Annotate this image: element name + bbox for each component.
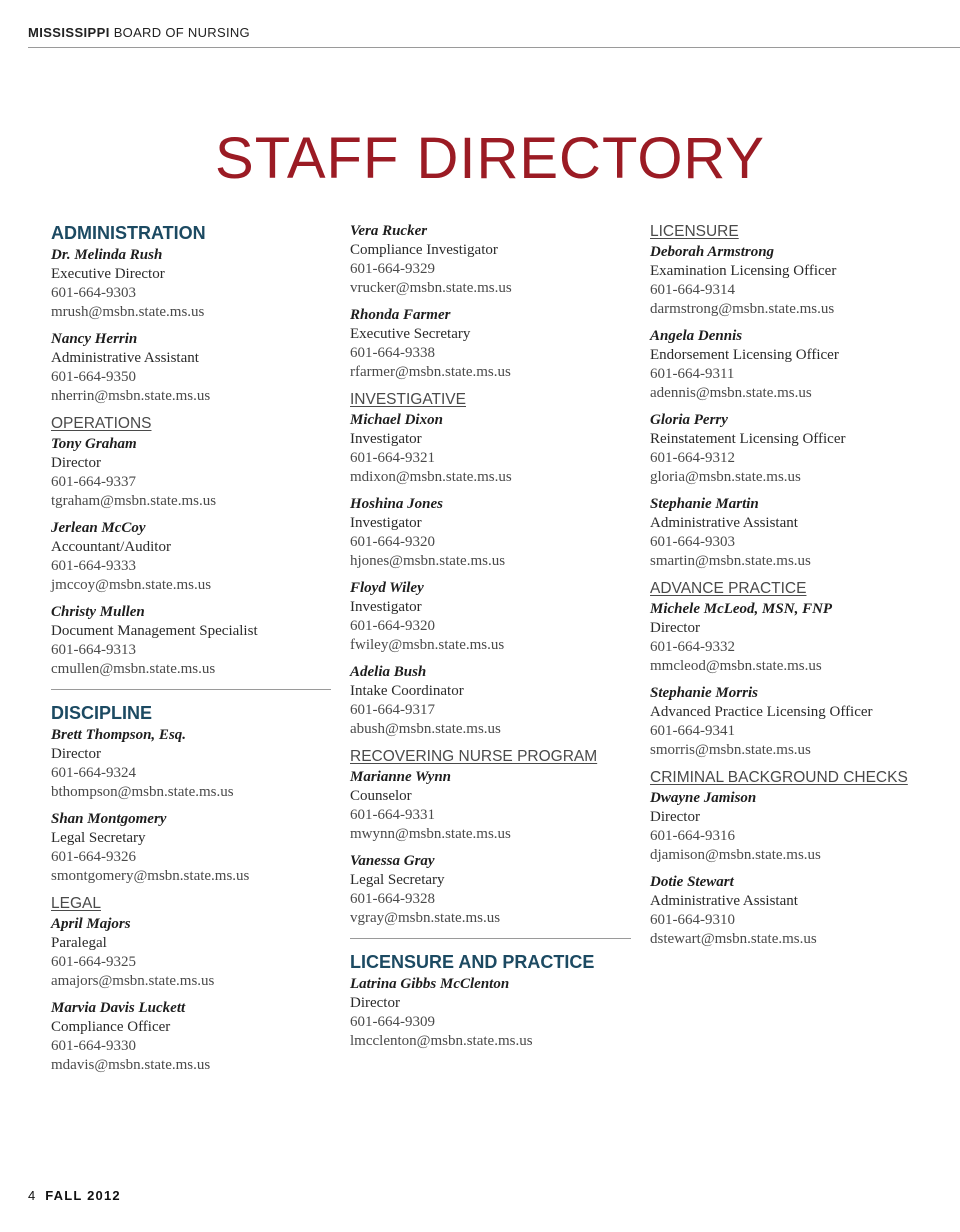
section-heading: LICENSURE AND PRACTICE (350, 952, 595, 972)
staff-phone: 601-664-9341 (650, 723, 735, 739)
staff-email[interactable]: abush@msbn.state.ms.us (350, 721, 501, 737)
staff-entry (650, 684, 940, 760)
staff-email[interactable]: mwynn@msbn.state.ms.us (350, 826, 511, 842)
staff-name: Brett Thompson, Esq. (51, 727, 187, 743)
staff-name: Michael Dixon (350, 412, 443, 428)
staff-phone: 601-664-9350 (51, 369, 136, 385)
staff-email[interactable]: smartin@msbn.state.ms.us (650, 553, 811, 569)
staff-title: Accountant/Auditor (51, 539, 171, 555)
staff-email[interactable]: mdixon@msbn.state.ms.us (350, 469, 512, 485)
staff-entry (51, 726, 331, 802)
staff-entry (51, 246, 331, 322)
staff-email[interactable]: hjones@msbn.state.ms.us (350, 553, 506, 569)
staff-phone: 601-664-9329 (350, 261, 435, 277)
staff-email[interactable]: mrush@msbn.state.ms.us (51, 304, 205, 320)
staff-phone: 601-664-9317 (350, 702, 435, 718)
staff-title: Executive Director (51, 266, 165, 282)
staff-email[interactable]: cmullen@msbn.state.ms.us (51, 661, 216, 677)
section-heading: LEGAL (51, 895, 101, 912)
staff-entry (51, 330, 331, 406)
staff-entry (350, 975, 631, 1051)
staff-email[interactable]: darmstrong@msbn.state.ms.us (650, 301, 835, 317)
staff-phone: 601-664-9309 (350, 1014, 435, 1030)
staff-phone: 601-664-9316 (650, 828, 735, 844)
staff-phone: 601-664-9310 (650, 912, 735, 928)
page-header (28, 25, 960, 48)
section-heading: CRIMINAL BACKGROUND CHECKS (650, 769, 908, 786)
staff-title: Document Management Specialist (51, 623, 258, 639)
page-number: 4 (28, 1188, 36, 1203)
staff-phone: 601-664-9303 (51, 285, 136, 301)
staff-email[interactable]: vrucker@msbn.state.ms.us (350, 280, 512, 296)
staff-entry (350, 663, 631, 739)
staff-name: Michele McLeod, MSN, FNP (650, 601, 833, 617)
staff-phone: 601-664-9337 (51, 474, 136, 490)
staff-phone: 601-664-9321 (350, 450, 435, 466)
staff-name: Christy Mullen (51, 604, 145, 620)
staff-email[interactable]: smontgomery@msbn.state.ms.us (51, 868, 250, 884)
staff-name: Rhonda Farmer (350, 307, 451, 323)
staff-name: Deborah Armstrong (650, 244, 775, 260)
staff-email[interactable]: smorris@msbn.state.ms.us (650, 742, 811, 758)
staff-name: Floyd Wiley (350, 580, 424, 596)
staff-entry (650, 495, 940, 571)
staff-name: Hoshina Jones (350, 496, 443, 512)
staff-title: Legal Secretary (350, 872, 445, 888)
staff-name: Vanessa Gray (350, 853, 435, 869)
header-publisher-bold: MISSISSIPPI (28, 25, 110, 40)
staff-title: Director (350, 995, 400, 1011)
staff-name: Dr. Melinda Rush (51, 247, 163, 263)
staff-name: Shan Montgomery (51, 811, 167, 827)
section-heading: INVESTIGATIVE (350, 391, 466, 408)
staff-name: Jerlean McCoy (51, 520, 146, 536)
staff-phone: 601-664-9303 (650, 534, 735, 550)
staff-title: Compliance Officer (51, 1019, 171, 1035)
staff-name: Dotie Stewart (650, 874, 734, 890)
staff-title: Endorsement Licensing Officer (650, 347, 839, 363)
staff-name: Marvia Davis Luckett (51, 1000, 186, 1016)
staff-email[interactable]: jmccoy@msbn.state.ms.us (51, 577, 212, 593)
page-title: STAFF DIRECTORY (215, 126, 765, 191)
staff-title: Reinstatement Licensing Officer (650, 431, 846, 447)
staff-phone: 601-664-9314 (650, 282, 735, 298)
staff-entry (350, 579, 631, 655)
staff-phone: 601-664-9333 (51, 558, 136, 574)
staff-name: Stephanie Morris (650, 685, 758, 701)
staff-phone: 601-664-9320 (350, 534, 435, 550)
staff-title: Advanced Practice Licensing Officer (650, 704, 873, 720)
staff-email[interactable]: amajors@msbn.state.ms.us (51, 973, 215, 989)
staff-entry (650, 789, 940, 865)
page-footer (28, 1188, 121, 1203)
staff-email[interactable]: adennis@msbn.state.ms.us (650, 385, 812, 401)
staff-title: Paralegal (51, 935, 107, 951)
staff-email[interactable]: mdavis@msbn.state.ms.us (51, 1057, 211, 1073)
staff-title: Intake Coordinator (350, 683, 464, 699)
staff-entry (650, 243, 940, 319)
section-divider (350, 938, 631, 939)
staff-title: Director (51, 746, 101, 762)
staff-name: April Majors (51, 916, 131, 932)
staff-email[interactable]: fwiley@msbn.state.ms.us (350, 637, 505, 653)
staff-entry (51, 999, 331, 1075)
staff-entry (350, 768, 631, 844)
staff-phone: 601-664-9331 (350, 807, 435, 823)
staff-name: Stephanie Martin (650, 496, 759, 512)
staff-entry (51, 519, 331, 595)
staff-entry (350, 411, 631, 487)
staff-title: Director (650, 620, 700, 636)
section-heading: ADVANCE PRACTICE (650, 580, 807, 597)
staff-phone: 601-664-9320 (350, 618, 435, 634)
staff-email[interactable]: vgray@msbn.state.ms.us (350, 910, 501, 926)
staff-title: Legal Secretary (51, 830, 146, 846)
staff-name: Adelia Bush (350, 664, 427, 680)
staff-title: Executive Secretary (350, 326, 471, 342)
staff-entry (350, 222, 631, 298)
staff-title: Administrative Assistant (51, 350, 199, 366)
staff-name: Tony Graham (51, 436, 137, 452)
staff-email[interactable]: dstewart@msbn.state.ms.us (650, 931, 817, 947)
section-divider (51, 689, 331, 690)
staff-phone: 601-664-9332 (650, 639, 735, 655)
staff-name: Latrina Gibbs McClenton (350, 976, 510, 992)
staff-email[interactable]: gloria@msbn.state.ms.us (650, 469, 801, 485)
staff-name: Nancy Herrin (51, 331, 138, 347)
staff-entry (650, 873, 940, 949)
staff-title: Investigator (350, 431, 422, 447)
staff-phone: 601-664-9311 (650, 366, 735, 382)
staff-phone: 601-664-9325 (51, 954, 136, 970)
staff-title: Administrative Assistant (650, 515, 798, 531)
staff-entry (350, 306, 631, 382)
staff-entry (51, 810, 331, 886)
staff-email[interactable]: mmcleod@msbn.state.ms.us (650, 658, 822, 674)
staff-entry (350, 852, 631, 928)
staff-email[interactable]: lmcclenton@msbn.state.ms.us (350, 1033, 533, 1049)
staff-entry (51, 435, 331, 511)
staff-entry (51, 915, 331, 991)
staff-phone: 601-664-9338 (350, 345, 435, 361)
section-heading: RECOVERING NURSE PROGRAM (350, 748, 598, 765)
staff-name: Dwayne Jamison (650, 790, 757, 806)
staff-phone: 601-664-9313 (51, 642, 136, 658)
staff-phone: 601-664-9324 (51, 765, 136, 781)
staff-title: Examination Licensing Officer (650, 263, 837, 279)
header-publisher-light: BOARD OF NURSING (113, 25, 250, 40)
staff-title: Director (650, 809, 700, 825)
staff-entry (650, 411, 940, 487)
staff-entry (650, 600, 940, 676)
directory-column-1 (51, 222, 331, 1083)
staff-title: Investigator (350, 599, 422, 615)
issue-label: FALL 2012 (45, 1188, 121, 1203)
staff-phone: 601-664-9330 (51, 1038, 136, 1054)
section-heading: ADMINISTRATION (51, 223, 206, 243)
staff-email[interactable]: nherrin@msbn.state.ms.us (51, 388, 211, 404)
staff-name: Vera Rucker (350, 223, 428, 239)
staff-email[interactable]: djamison@msbn.state.ms.us (650, 847, 821, 863)
staff-title: Compliance Investigator (350, 242, 498, 258)
staff-email[interactable]: bthompson@msbn.state.ms.us (51, 784, 234, 800)
staff-name: Gloria Perry (650, 412, 728, 428)
section-heading: OPERATIONS (51, 415, 152, 432)
staff-phone: 601-664-9312 (650, 450, 735, 466)
staff-name: Angela Dennis (650, 328, 743, 344)
staff-email[interactable]: tgraham@msbn.state.ms.us (51, 493, 217, 509)
staff-phone: 601-664-9328 (350, 891, 435, 907)
staff-title: Administrative Assistant (650, 893, 798, 909)
staff-title: Counselor (350, 788, 412, 804)
directory-column-3 (650, 222, 940, 957)
staff-email[interactable]: rfarmer@msbn.state.ms.us (350, 364, 511, 380)
staff-entry (350, 495, 631, 571)
section-heading: DISCIPLINE (51, 703, 153, 723)
section-heading: LICENSURE (650, 223, 739, 240)
staff-entry (650, 327, 940, 403)
staff-title: Investigator (350, 515, 422, 531)
staff-title: Director (51, 455, 101, 471)
staff-name: Marianne Wynn (350, 769, 452, 785)
directory-column-2 (350, 222, 631, 1059)
staff-entry (51, 603, 331, 679)
staff-phone: 601-664-9326 (51, 849, 136, 865)
